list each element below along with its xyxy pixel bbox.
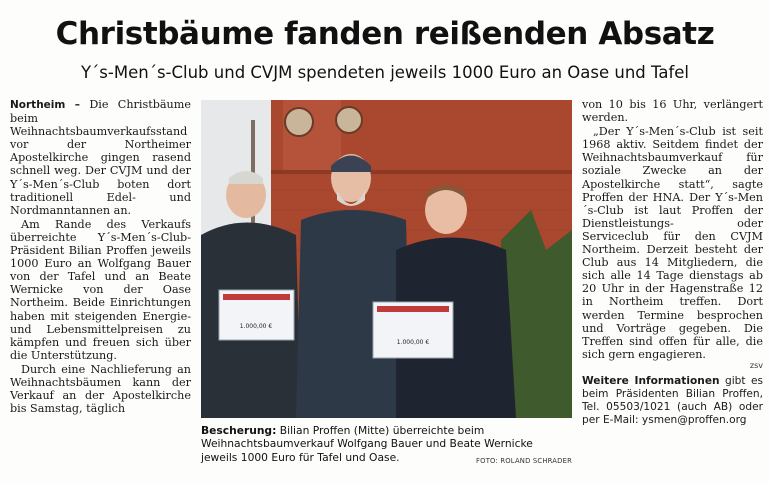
right-paragraph-1: von 10 bis 16 Uhr, verlängert werden. [582, 98, 763, 125]
dateline: Northeim – [10, 99, 80, 111]
info-label: Weitere Informationen [582, 374, 720, 387]
article-photo [201, 100, 572, 418]
caption-text: Bilian Proffen (Mitte) überreichte beim Weihnachtsbaumverkauf Wolfgang Bauer und Beate Wernicke jeweils 1000 Euro für Tafel und Oase. [201, 424, 533, 464]
info-text: gibt es beim Präsidenten Bilian Proffen, Tel. 05503/1021 (auch AB) oder per E-Mail: ysmen@proffen.org [582, 374, 764, 426]
cheque-left-amount: 1.000,00 € [239, 323, 273, 330]
left-paragraph-1-text: Die Christbäume beim Weihnachtsbaumverkaufsstand vor der Northeimer Apostelkirche gingen rasend schnell weg. Der CVJM und der Y´s-Men´s-Club boten dort traditionell Edel- und Nordmanntannen an. [10, 98, 191, 217]
subheadline: Y´s-Men´s-Club und CVJM spendeten jeweils 1000 Euro an Oase und Tafel [80, 63, 690, 82]
author-signature: zsv [749, 360, 763, 370]
caption-label: Bescherung: [201, 424, 277, 437]
right-paragraph-2: „Der Y´s-Men´s-Club ist seit 1968 aktiv. Seitdem findet der Weihnachtsbaumverkauf für soziale Zwecke an der Apostelkirche statt“, sagte Proffen der HNA. Der Y´s-Men´s-Club ist laut Proffen der Dienstleistungs- oder Serviceclub für den CVJM Northeim. Derzeit besteht der Club aus 14 Mitgliedern, die sich alle 14 Tage dienstags ab 20 Uhr in der Hagenstraße 12 in Northeim treffen. Dort werden Termine besprochen und Vorträge gegeben. Die Treffen sind offen für alle, die sich gern engagieren. [582, 125, 763, 361]
cheque-right-amount: 1.000,00 € [396, 339, 430, 346]
photo-illustration [201, 100, 572, 418]
left-paragraph-3: Durch eine Nachlieferung an Weihnachtsbäumen kann der Verkauf an der Apostelkirche bis Samstag, täglich [10, 362, 191, 416]
left-column [10, 98, 191, 415]
headline: Christbäume fanden reißenden Absatz [55, 16, 715, 52]
left-paragraph-2: Am Rande des Verkaufs überreichte Y´s-Men´s-Club-Präsident Bilian Proffen jeweils 1000 Euro an Wolfgang Bauer von der Tafel und an Beate Wernicke von der Oase Northeim. Beide Einrichtungen haben mit steigenden Energie- und Lebensmittelpreisen zu kämpfen und freuen sich über die Unterstützung. [10, 217, 191, 362]
right-column [582, 98, 763, 427]
left-paragraph-1 [10, 98, 191, 217]
photo-credit: FOTO: ROLAND SCHRADER [476, 456, 572, 465]
info-box [582, 375, 763, 427]
photo-caption [201, 424, 572, 468]
